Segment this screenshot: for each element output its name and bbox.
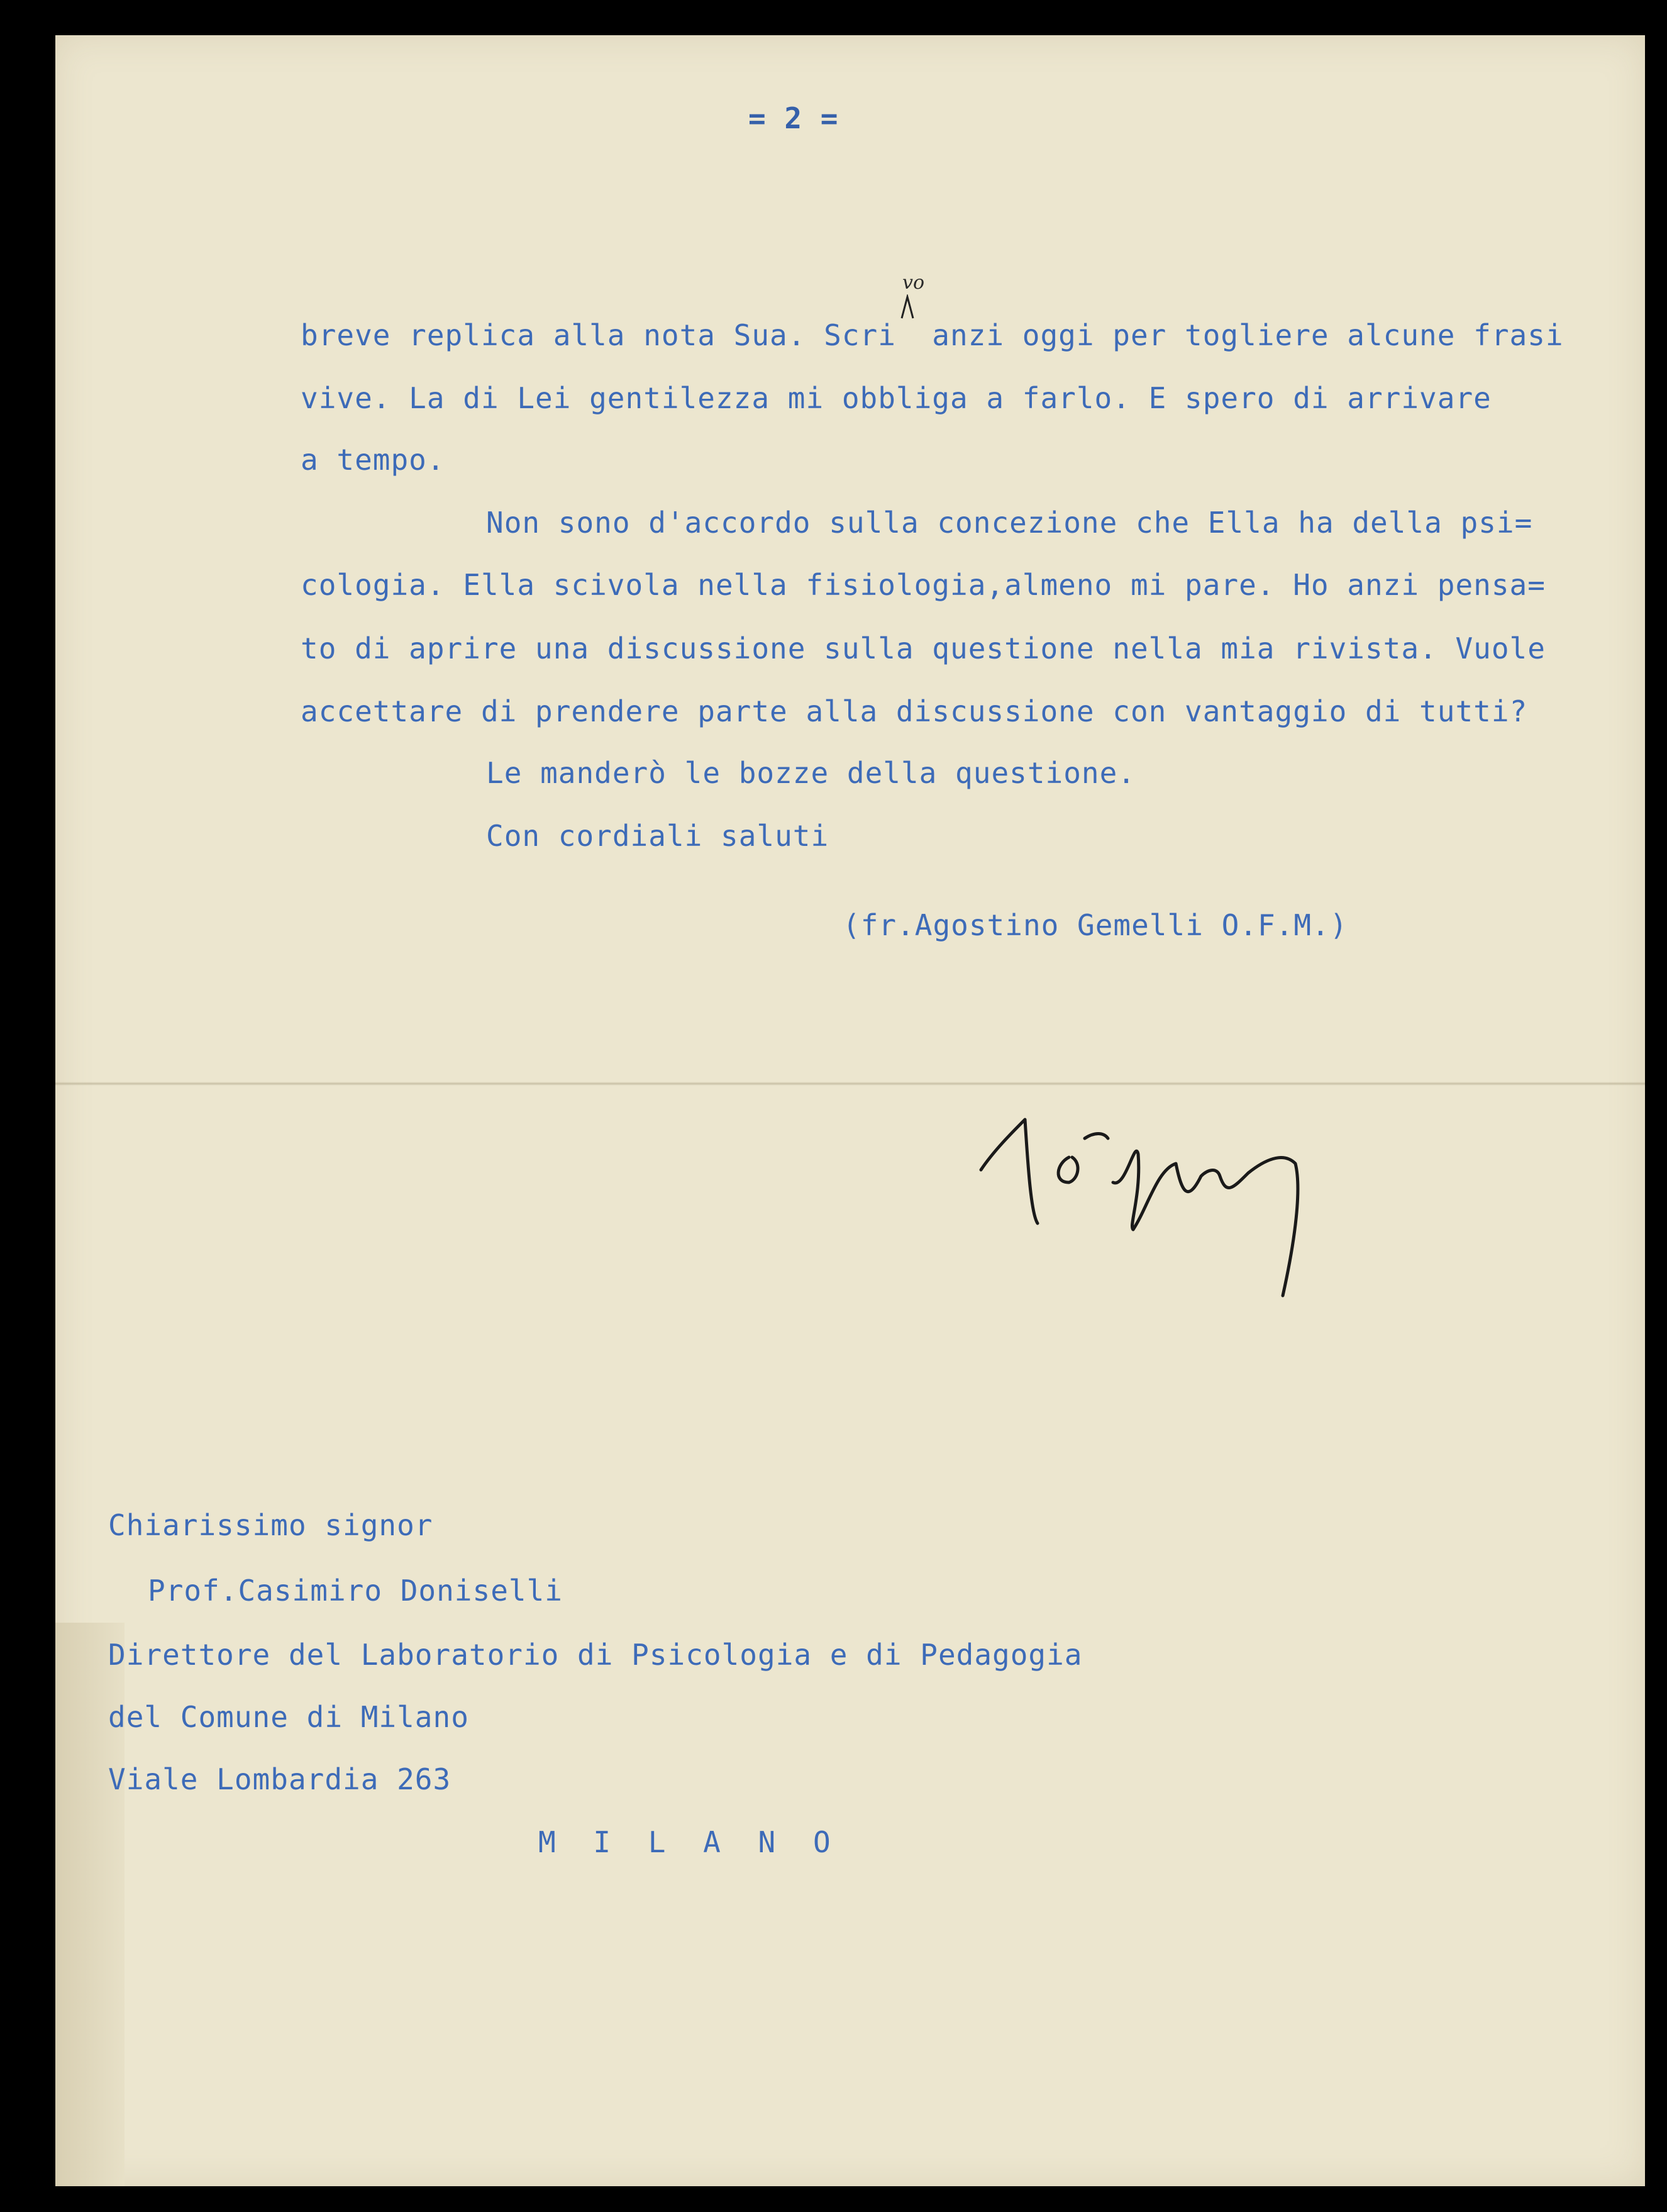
address-name: Prof.Casimiro Doniselli xyxy=(148,1574,563,1608)
address-org: del Comune di Milano xyxy=(108,1700,469,1734)
body-line-4: Non sono d'accordo sulla concezione che Ella ha della psi= xyxy=(486,506,1533,540)
body-line-3: a tempo. xyxy=(301,443,445,477)
handwritten-signature xyxy=(968,1094,1358,1321)
body-line-8: Le manderò le bozze della questione. xyxy=(486,756,1136,790)
body-line-1: breve replica alla nota Sua. Scri anzi oggi per togliere alcune frasi xyxy=(301,318,1564,352)
insert-caret-mark xyxy=(900,294,914,320)
typed-signature: (fr.Agostino Gemelli O.F.M.) xyxy=(843,908,1348,942)
closing-line: Con cordiali saluti xyxy=(486,819,829,853)
body-line-5: cologia. Ella scivola nella fisiologia,almeno mi pare. Ho anzi pensa= xyxy=(301,568,1546,602)
body-line-7: accettare di prendere parte alla discussione con vantaggio di tutti? xyxy=(301,694,1528,728)
page-number: = 2 = xyxy=(748,101,839,135)
address-city: M I L A N O xyxy=(538,1825,841,1859)
address-street: Viale Lombardia 263 xyxy=(108,1762,451,1796)
paper-fold-line xyxy=(55,1082,1645,1086)
handwritten-insert: vo xyxy=(902,272,925,294)
body-line-6: to di aprire una discussione sulla questione nella mia rivista. Vuole xyxy=(301,631,1546,665)
body-line-2: vive. La di Lei gentilezza mi obbliga a farlo. E spero di arrivare xyxy=(301,381,1492,415)
address-title: Direttore del Laboratorio di Psicologia e di Pedagogia xyxy=(108,1638,1083,1672)
letter-sheet xyxy=(55,35,1645,2186)
address-salutation: Chiarissimo signor xyxy=(108,1508,433,1542)
